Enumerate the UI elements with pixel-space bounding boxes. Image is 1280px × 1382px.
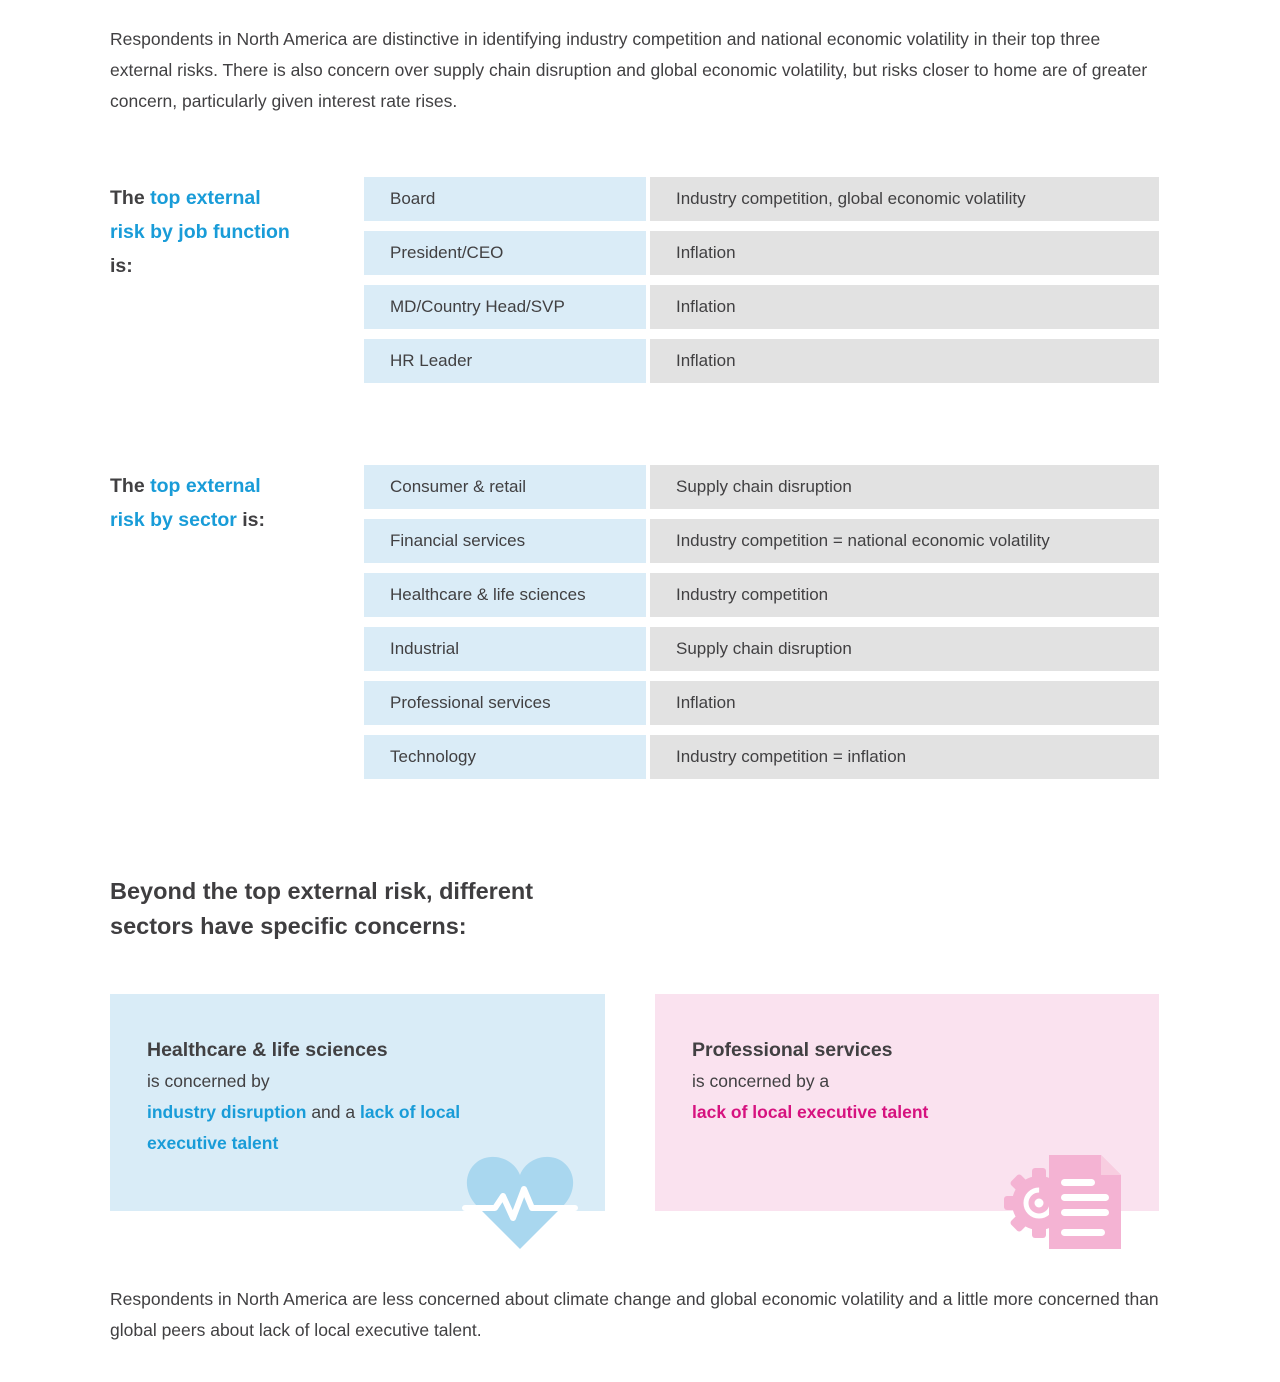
row-value-cell: Supply chain disruption — [650, 627, 1159, 671]
table-row — [364, 681, 1159, 725]
row-value-cell: Industry competition, global economic volatility — [650, 177, 1159, 221]
row-value-cell: Inflation — [650, 285, 1159, 329]
outro-paragraph: Respondents in North America are less concerned about climate change and global economic volatility and a little more concerned than global peers about lack of local executive talent. — [110, 1289, 1159, 1340]
sector-table — [364, 465, 1159, 779]
concerns-heading-line2: sectors have specific concerns: — [110, 913, 467, 939]
healthcare-card — [110, 994, 605, 1211]
table-row — [364, 339, 1159, 383]
card-line: is concerned by a — [692, 1071, 830, 1091]
label-prefix: The — [110, 187, 151, 209]
row-label-cell: Professional services — [364, 681, 646, 725]
row-value-cell: Industry competition = national economic volatility — [650, 519, 1159, 563]
table-row — [364, 285, 1159, 329]
row-label-cell: Consumer & retail — [364, 465, 646, 509]
card-title: Professional services — [692, 1039, 893, 1061]
concern-highlight: lack of local executive talent — [692, 1102, 929, 1122]
table-row — [364, 519, 1159, 563]
table-row — [364, 465, 1159, 509]
table-row — [364, 573, 1159, 617]
label-suffix: is: — [110, 255, 133, 277]
concern-highlight: industry disruption — [147, 1102, 307, 1122]
risk-by-job-function-section — [110, 177, 1168, 383]
row-value-cell: Industry competition = inflation — [650, 735, 1159, 779]
row-value-cell: Inflation — [650, 339, 1159, 383]
card-title: Healthcare & life sciences — [147, 1039, 388, 1061]
concerns-heading — [110, 874, 1168, 944]
table-row — [364, 177, 1159, 221]
concerns-heading-line1: Beyond the top external risk, different — [110, 878, 534, 904]
row-label-cell: Technology — [364, 735, 646, 779]
section-label-text — [110, 469, 298, 537]
row-label-cell: President/CEO — [364, 231, 646, 275]
label-highlight: top external risk by sector — [110, 475, 261, 531]
sector-concern-cards — [110, 994, 1168, 1211]
label-prefix: The — [110, 475, 151, 497]
row-label-cell: Board — [364, 177, 646, 221]
gear-document-icon — [1003, 1151, 1135, 1251]
row-label-cell: MD/Country Head/SVP — [364, 285, 646, 329]
section-label-text — [110, 181, 298, 283]
table-row — [364, 231, 1159, 275]
row-value-cell: Inflation — [650, 681, 1159, 725]
row-label-cell: HR Leader — [364, 339, 646, 383]
card-line: is concerned by — [147, 1071, 270, 1091]
row-label-cell: Healthcare & life sciences — [364, 573, 646, 617]
concern-highlight: lack of local executive talent — [147, 1102, 461, 1153]
professional-services-card — [655, 994, 1159, 1211]
job-function-table — [364, 177, 1159, 383]
card-line — [147, 1097, 481, 1159]
risk-by-sector-section — [110, 465, 1168, 779]
table-row — [364, 735, 1159, 779]
row-value-cell: Industry competition — [650, 573, 1159, 617]
table-row — [364, 627, 1159, 671]
card-line — [692, 1097, 1122, 1128]
row-value-cell: Supply chain disruption — [650, 465, 1159, 509]
heart-pulse-icon — [461, 1149, 579, 1253]
intro-paragraph: Respondents in North America are distinctive in identifying industry competition and national economic volatility in their top three external risks. There is also concern over supply chain disruption and global economic volatility, but risks closer to home are of greater concern, particularly given interest rate rises. — [110, 29, 1148, 111]
concern-connector: and a — [306, 1102, 360, 1122]
label-suffix: is: — [236, 509, 266, 531]
section-label — [110, 177, 364, 383]
row-label-cell: Industrial — [364, 627, 646, 671]
row-label-cell: Financial services — [364, 519, 646, 563]
row-value-cell: Inflation — [650, 231, 1159, 275]
section-label — [110, 465, 364, 779]
label-highlight: top external risk by job function — [110, 187, 290, 243]
